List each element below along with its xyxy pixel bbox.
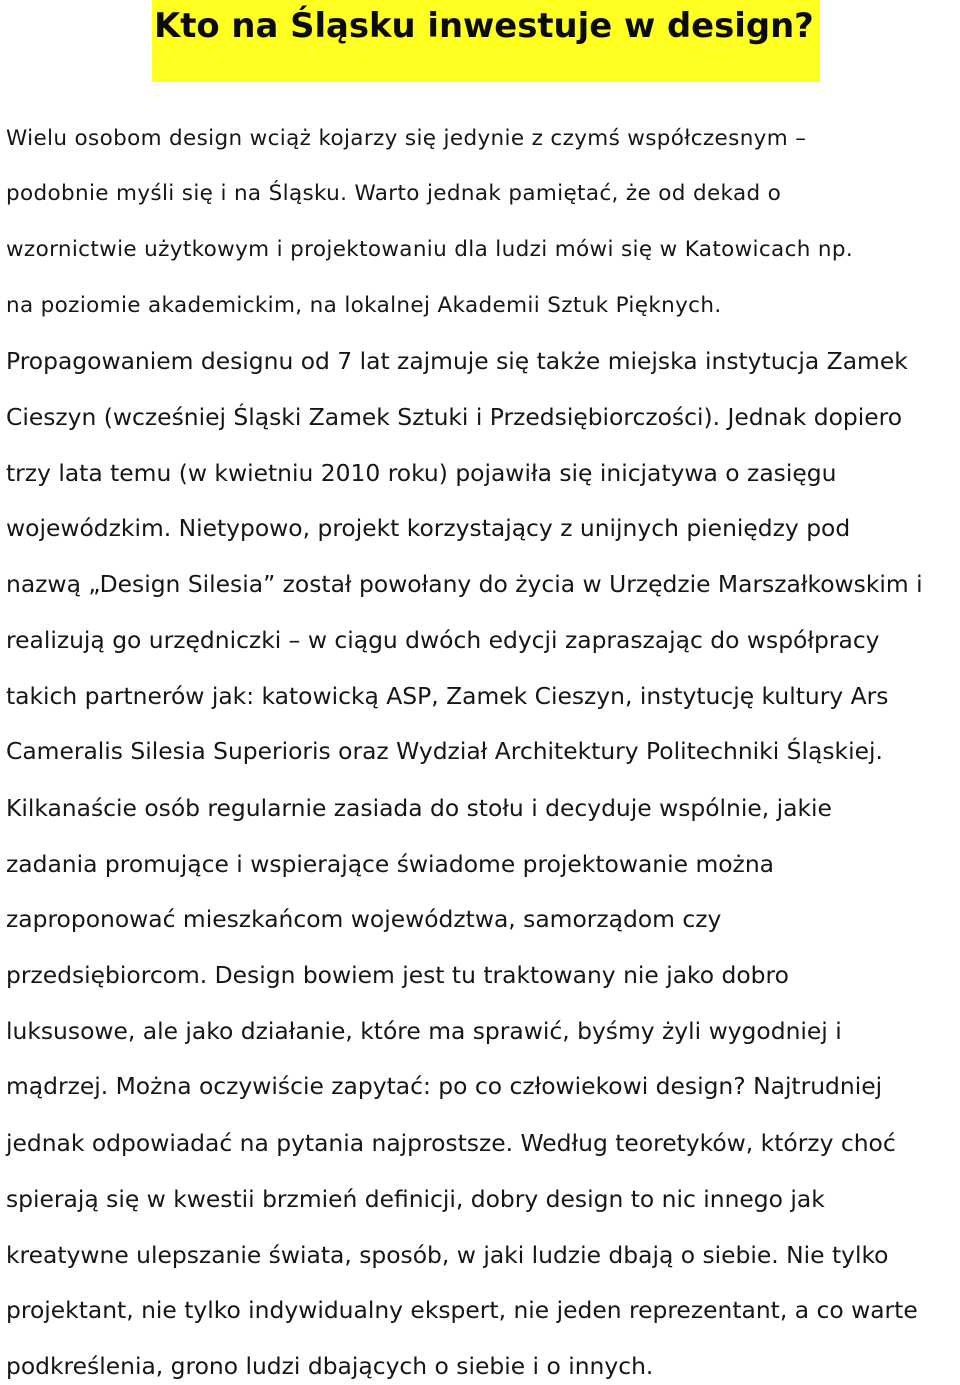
- text-line: podobnie myśli się i na Śląsku. Warto jednak pamiętać, że od dekad o: [6, 181, 782, 206]
- text-line: zadania promujące i wspierające świadome projektowanie można: [6, 850, 774, 878]
- text-line: Wielu osobom design wciąż kojarzy się jedynie z czymś współczesnym –: [6, 126, 807, 151]
- text-line: trzy lata temu (w kwietniu 2010 roku) pojawiła się inicjatywa o zasięgu: [6, 459, 837, 487]
- text-line: projektant, nie tylko indywidualny ekspert, nie jeden reprezentant, a co warte: [6, 1296, 918, 1324]
- text-line: wojewódzkim. Nietypowo, projekt korzystający z unijnych pieniędzy pod: [6, 514, 851, 542]
- text-line: Propagowaniem designu od 7 lat zajmuje się także miejska instytucja Zamek: [6, 347, 908, 375]
- text-line: podkreślenia, grono ludzi dbających o siebie i o innych.: [6, 1352, 654, 1380]
- text-line: kreatywne ulepszanie świata, sposób, w jaki ludzie dbają o siebie. Nie tylko: [6, 1241, 889, 1269]
- text-line: Cameralis Silesia Superioris oraz Wydział Architektury Politechniki Śląskiej.: [6, 737, 883, 765]
- text-line: na poziomie akademickim, na lokalnej Akademii Sztuk Pięknych.: [6, 293, 722, 318]
- text-line: zaproponować mieszkańcom województwa, samorządom czy: [6, 905, 722, 933]
- text-line: realizują go urzędniczki – w ciągu dwóch edycji zapraszając do współpracy: [6, 626, 880, 654]
- text-line: takich partnerów jak: katowicką ASP, Zamek Cieszyn, instytucję kultury Ars: [6, 682, 889, 710]
- text-line: Cieszyn (wcześniej Śląski Zamek Sztuki i Przedsiębiorczości). Jednak dopiero: [6, 403, 903, 431]
- page-title: Kto na Śląsku inwestuje w design?: [154, 6, 814, 45]
- text-line: mądrzej. Można oczywiście zapytać: po co człowiekowi design? Najtrudniej: [6, 1072, 883, 1100]
- text-line: spierają się w kwestii brzmień definicji, dobry design to nic innego jak: [6, 1185, 825, 1213]
- text-line: wzornictwie użytkowym i projektowaniu dla ludzi mówi się w Katowicach np.: [6, 237, 854, 262]
- text-line: nazwą „Design Silesia” został powołany do życia w Urzędzie Marszałkowskim i: [6, 570, 923, 598]
- text-line: Kilkanaście osób regularnie zasiada do stołu i decyduje wspólnie, jakie: [6, 794, 832, 822]
- text-line: jednak odpowiadać na pytania najprostsze. Według teoretyków, którzy choć: [6, 1129, 896, 1157]
- text-line: przedsiębiorcom. Design bowiem jest tu traktowany nie jako dobro: [6, 961, 789, 989]
- text-line: luksusowe, ale jako działanie, które ma sprawić, byśmy żyli wygodniej i: [6, 1017, 842, 1045]
